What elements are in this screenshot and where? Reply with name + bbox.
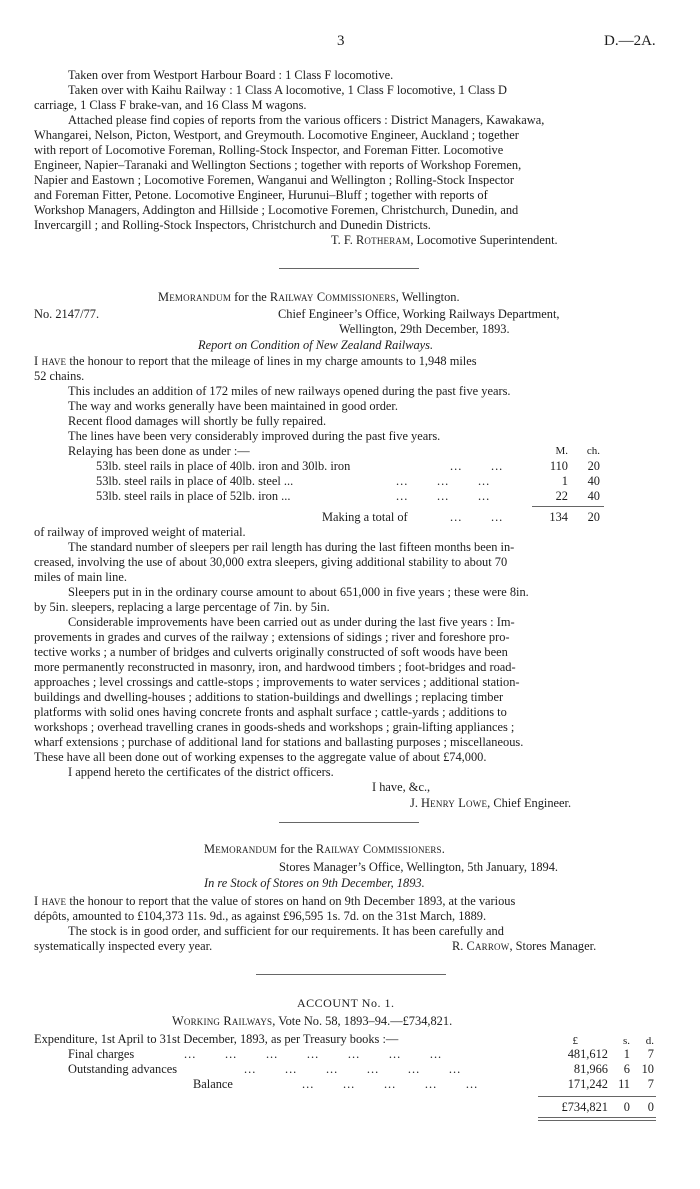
memo2-office: Stores Manager’s Office, Wellington, 5th January, 1894. (279, 860, 558, 874)
improvements-line-2: provements in grades and curves of the railway ; extensions of sidings ; river and foreshore pro- (34, 630, 510, 644)
sleepers-line-1: The standard number of sleepers per rail length has during the last fifteen months been in- (68, 540, 515, 554)
carrow-title: , Stores Manager. (509, 939, 597, 953)
relaying-col-miles: M. (555, 445, 568, 457)
relaying-row-1-miles: 110 (549, 459, 568, 473)
account-subtitle-vote: , Vote No. 58, 1893–94.—£734,821. (272, 1014, 453, 1028)
memo1-intro-rest: the honour to report that the mileage of lines in my charge amounts to 1,948 miles (66, 354, 477, 368)
account-double-rule-bottom (538, 1120, 656, 1121)
account-double-rule-top (538, 1117, 656, 1118)
memo2-stock-line-1: The stock is in good order, and sufficient for our requirements. It has been carefully and (68, 924, 504, 938)
improvements-line-9: wharf extensions ; purchase of additional land for stations and ballasting purposes ; miscellaneous. (34, 735, 524, 749)
attached-line-8: Invercargill ; and Rolling-Stock Inspectors, Christchurch and Dunedin Districts. (34, 218, 431, 232)
account-row-3-label: Balance (193, 1077, 233, 1091)
improvements-line-4: more permanently reconstructed in masonry, iron, and hardwood timbers ; foot-bridges and road- (34, 660, 516, 674)
document-reference: D.—2A. (604, 33, 656, 49)
improvements-line-3: tective works ; a number of bridges and culverts originally constructed of soft woods have been (34, 645, 508, 659)
attached-line-6: and Foreman Fitter, Petone. Locomotive Engineer, Hurunui–Bluff ; together with reports of (34, 188, 488, 202)
memo2-intro-first-words: I have (34, 894, 67, 908)
lowe-signature (410, 796, 571, 811)
account-row-1-pounds: 481,612 (567, 1047, 608, 1061)
carrow-signature (452, 939, 596, 954)
relaying-row-2-desc: 53lb. steel rails in place of 40lb. steel ... (96, 474, 294, 488)
account-col-pounds: £ (572, 1035, 578, 1047)
relaying-row-2-leaders: ... ... ... (396, 474, 491, 488)
sleepers-line-2: creased, involving the use of about 30,000 extra sleepers, giving additional stability to about 70 (34, 555, 508, 569)
account-subtitle (172, 1014, 452, 1029)
account-row-2-leaders: ... ... ... ... ... ... (244, 1062, 462, 1076)
account-row-3-shillings: 11 (618, 1077, 630, 1091)
relaying-row-1-chains: 20 (587, 459, 600, 473)
memo2-subject: In re Stock of Stores on 9th December, 1893. (204, 876, 425, 890)
section-divider-3 (256, 974, 446, 975)
memo2-heading (204, 842, 445, 857)
improvements-line-10: These have all been done out of working expenses to the aggregate value of about £74,000. (34, 750, 487, 764)
memo1-number: No. 2147/77. (34, 307, 100, 321)
memo1-lines-improved: The lines have been very considerably improved during the past five years. (68, 429, 441, 443)
relaying-total-chains: 20 (587, 510, 600, 524)
memo1-after-total: of railway of improved weight of material. (34, 525, 246, 539)
takeover-line-2: Taken over with Kaihu Railway : 1 Class A locomotive, 1 Class F locomotive, 1 Class D (68, 83, 507, 97)
relaying-row-1-desc: 53lb. steel rails in place of 40lb. iron and 30lb. iron (96, 459, 351, 473)
signature-name: Rotheram (355, 233, 411, 247)
relaying-row-1-leaders: ... ... (450, 459, 504, 473)
memo1-append: I append hereto the certificates of the district officers. (68, 765, 334, 779)
relaying-row-2-miles: 1 (561, 474, 568, 488)
section-divider-2 (279, 822, 419, 823)
improvements-line-7: platforms with solid ones having concrete fronts and asphalt surface ; cattle-yards ; additions to (34, 705, 507, 719)
attached-line-4: Engineer, Napier–Taranaki and Wellington Sections ; together with reports of Workshop Foremen, (34, 158, 522, 172)
memo1-subject: Report on Condition of New Zealand Railways. (198, 338, 434, 352)
signature-initials: T. F. (331, 233, 353, 247)
account-row-1-pence: 7 (647, 1047, 654, 1061)
sleepers2-line-2: by 5in. sleepers, replacing a large percentage of 7in. by 5in. (34, 600, 330, 614)
memo2-intro-line-2: dépôts, amounted to £104,373 11s. 9d., as against £96,595 1s. 7d. on the 31st March, 1889. (34, 909, 487, 923)
memo1-intro-line-1 (34, 354, 477, 369)
account-sum-rule (538, 1096, 656, 1097)
sleepers-line-3: miles of main line. (34, 570, 127, 584)
memo2-heading-for: for the (277, 842, 316, 856)
memo1-flood-damages: Recent flood damages will shortly be fully repaired. (68, 414, 327, 428)
account-row-1-leaders: ... ... ... ... ... ... ... (184, 1047, 443, 1061)
relaying-total-miles: 134 (549, 510, 568, 524)
improvements-line-1: Considerable improvements have been carried out as under during the last five years : Im- (68, 615, 515, 629)
attached-line-5: Napier and Eastown ; Locomotive Foremen, Wanganui and Wellington ; Rolling-Stock Inspector (34, 173, 514, 187)
improvements-line-8: workshops ; overhead travelling cranes in goods-sheds and workshops ; grain-lifting appliances ; (34, 720, 515, 734)
memo1-new-railways: This includes an addition of 172 miles of new railways opened during the past five years. (68, 384, 511, 398)
account-col-pence: d. (645, 1035, 654, 1047)
memo1-heading-place: , Wellington. (395, 290, 460, 304)
signature-title: , Locomotive Superintendent. (410, 233, 558, 247)
improvements-line-5: approaches ; level crossings and cattle-stops ; improvements to water services ; additional station- (34, 675, 520, 689)
memo1-way-and-works: The way and works generally have been maintained in good order. (68, 399, 398, 413)
relaying-row-3-miles: 22 (555, 489, 568, 503)
section-divider-1 (279, 268, 419, 269)
page-number: 3 (337, 33, 345, 49)
relaying-row-3-desc: 53lb. steel rails in place of 52lb. iron ... (96, 489, 291, 503)
memo1-heading-for: for the (231, 290, 270, 304)
lowe-title: , Chief Engineer. (487, 796, 572, 810)
attached-line-3: with report of Locomotive Foreman, Rolling-Stock Inspector, and Foreman Fitter. Locomotive (34, 143, 504, 157)
lowe-name: Henry Lowe (421, 796, 488, 810)
memo1-intro-line-2: 52 chains. (34, 369, 85, 383)
account-row-2-pounds: 81,966 (573, 1062, 608, 1076)
account-row-2-shillings: 6 (623, 1062, 630, 1076)
sleepers2-line-1: Sleepers put in in the ordinary course amount to about 651,000 in five years ; these were 8in. (68, 585, 529, 599)
account-row-3-leaders: ... ... ... ... ... (302, 1077, 479, 1091)
memo1-relaying-intro: Relaying has been done as under :— (68, 444, 250, 458)
account-row-3-pence: 7 (647, 1077, 654, 1091)
relaying-row-3-chains: 40 (587, 489, 600, 503)
attached-line-2: Whangarei, Nelson, Picton, Westport, and Greymouth. Locomotive Engineer, Auckland ; together (34, 128, 519, 142)
lowe-initials: J. (410, 796, 418, 810)
account-row-2-label: Outstanding advances (68, 1062, 178, 1076)
memo1-office-line-2: Wellington, 29th December, 1893. (339, 322, 510, 336)
attached-line-1: Attached please find copies of reports from the various officers : District Managers, Kawakawa, (68, 113, 545, 127)
account-total-pounds: £734,821 (561, 1100, 608, 1114)
carrow-name: Carrow (466, 939, 510, 953)
memo1-heading-memorandum: Memorandum (158, 290, 232, 304)
relaying-sum-rule (532, 506, 604, 507)
account-row-3-pounds: 171,242 (567, 1077, 608, 1091)
takeover-line-3: carriage, 1 Class F brake-van, and 16 Class M wagons. (34, 98, 307, 112)
memo1-heading (158, 290, 460, 305)
relaying-total-leaders: ... ... (450, 510, 504, 524)
memo1-office-line-1: Chief Engineer’s Office, Working Railways Department, (278, 307, 560, 321)
account-col-shillings: s. (622, 1035, 630, 1047)
relaying-row-2-chains: 40 (587, 474, 600, 488)
memo2-heading-commissioners: Railway Commissioners (315, 842, 442, 856)
account-row-2-pence: 10 (641, 1062, 654, 1076)
relaying-col-chains: ch. (586, 445, 600, 457)
memo2-heading-memorandum: Memorandum (204, 842, 278, 856)
takeover-line-1: Taken over from Westport Harbour Board : 1 Class F locomotive. (68, 68, 394, 82)
attached-line-7: Workshop Managers, Addington and Hillside ; Locomotive Foremen, Christchurch, Dunedin, and (34, 203, 519, 217)
account-title: ACCOUNT No. 1. (297, 996, 395, 1010)
account-expenditure: Expenditure, 1st April to 31st December, 1893, as per Treasury books :— (34, 1032, 399, 1046)
memo1-intro-first-words: I have (34, 354, 67, 368)
memo2-heading-end: . (441, 842, 445, 856)
account-total-pence: 0 (647, 1100, 654, 1114)
account-total-shillings: 0 (623, 1100, 630, 1114)
improvements-line-6: buildings and dwelling-houses ; additions to station-buildings and dwellings ; replacing timber (34, 690, 504, 704)
memo2-intro-line-1 (34, 894, 515, 909)
memo2-intro-rest: the honour to report that the value of stores on hand on 9th December 1893, at the various (66, 894, 516, 908)
memo1-closing: I have, &c., (372, 780, 431, 794)
relaying-row-3-leaders: ... ... ... (396, 489, 491, 503)
account-subtitle-working-railways: Working Railways (172, 1014, 273, 1028)
carrow-initials: R. (452, 939, 464, 953)
memo2-stock-line-2: systematically inspected every year. (34, 939, 213, 953)
memo1-heading-commissioners: Railway Commissioners (269, 290, 396, 304)
rotheram-signature (331, 233, 558, 248)
account-row-1-label: Final charges (68, 1047, 135, 1061)
account-row-1-shillings: 1 (623, 1047, 630, 1061)
relaying-total-label: Making a total of (322, 510, 408, 524)
